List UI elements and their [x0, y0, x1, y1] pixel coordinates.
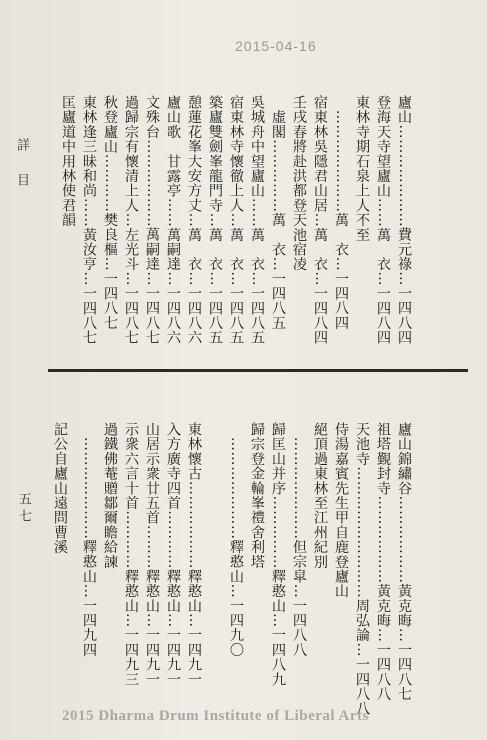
- toc-entry: 東林寺期石泉上人不至: [354, 95, 370, 242]
- toc-entry: 天池寺………………………周弘論…一四八八: [354, 422, 370, 716]
- toc-entry: 吳城舟中望廬山……萬 衣…一四八五: [249, 95, 265, 345]
- toc-entry: 歸宗登金輪峯禮舍利塔: [249, 422, 265, 569]
- toc-entry: 憩蓮花峯大安方丈…萬 衣…一四八六: [186, 95, 202, 345]
- toc-entry: 入方廣寺四首…………釋憨山…一四九一: [165, 422, 181, 687]
- toc-entry: 匡廬道中用林使君韻: [60, 95, 76, 228]
- toc-entry: …………………萬 衣…一四八四: [333, 95, 349, 331]
- margin-label-bottom: 五七: [16, 492, 31, 526]
- date-stamp: 2015-04-16: [235, 38, 317, 54]
- toc-entry: 祖塔覲封寺………………黃克晦…一四八八: [375, 422, 391, 702]
- toc-entry: 廬山歌 甘露亭……萬嗣達…一四八六: [165, 95, 181, 345]
- toc-entry: 示衆六言十首…………釋憨山…一四九三: [123, 422, 139, 687]
- section-divider: [48, 369, 468, 372]
- watermark: 2015 Dharma Drum Institute of Liberal Arts: [62, 708, 369, 724]
- toc-entry: 壬戌春將赴洪都登天池宿凌: [291, 95, 307, 272]
- toc-entry: 山居示衆廿五首………釋憨山…一四九一: [144, 422, 160, 687]
- toc-entry: 歸匡山并序……………釋憨山…一四八九: [270, 422, 286, 687]
- toc-entry: 築廬雙劍峯龍門寺…萬 衣…一四八五: [207, 95, 223, 345]
- toc-entry: 廬山…………………費元祿…一四八四: [396, 95, 412, 345]
- toc-entry: 侍湯嘉賓先生甲自鹿登廬山: [333, 422, 349, 599]
- toc-entry: 登海天寺望廬山……萬 衣…一四八四: [375, 95, 391, 345]
- toc-entry: 過歸宗有懷清上人…左光斗…一四八七: [123, 95, 139, 345]
- toc-entry: 宿東林寺懷徹上人…萬 衣…一四八五: [228, 95, 244, 345]
- toc-entry: 記公自廬山遠問曹溪: [52, 422, 68, 555]
- toc-entry: …………………釋憨山…一四九四: [81, 422, 97, 658]
- toc-entry: …………………釋憨山…一四九〇: [228, 422, 244, 658]
- toc-entry: 東林逢三昧和尚……黃汝亨…一四八七: [81, 95, 97, 345]
- toc-entry: 虛閣……………萬 衣…一四八五: [270, 95, 286, 331]
- toc-entry: …………………但宗皐…一四八八: [291, 422, 307, 658]
- toc-entry: 過鐵佛菴贈鄒爾瞻給諫: [102, 422, 118, 569]
- toc-entry: 東林懷古………………釋憨山…一四九一: [186, 422, 202, 687]
- toc-entry: 絕頂過東林至江州紀別: [312, 422, 328, 569]
- toc-entry: 廬山錦繡谷………………黃克晦…一四八七: [396, 422, 412, 702]
- margin-label-top: 詳目: [14, 138, 29, 208]
- toc-entry: 宿東林吳隱君山居…萬 衣…一四八四: [312, 95, 328, 345]
- toc-entry: 秋登廬山…………樊良樞…一四八七: [102, 95, 118, 331]
- toc-entry: 文殊台………………萬嗣達…一四八七: [144, 95, 160, 345]
